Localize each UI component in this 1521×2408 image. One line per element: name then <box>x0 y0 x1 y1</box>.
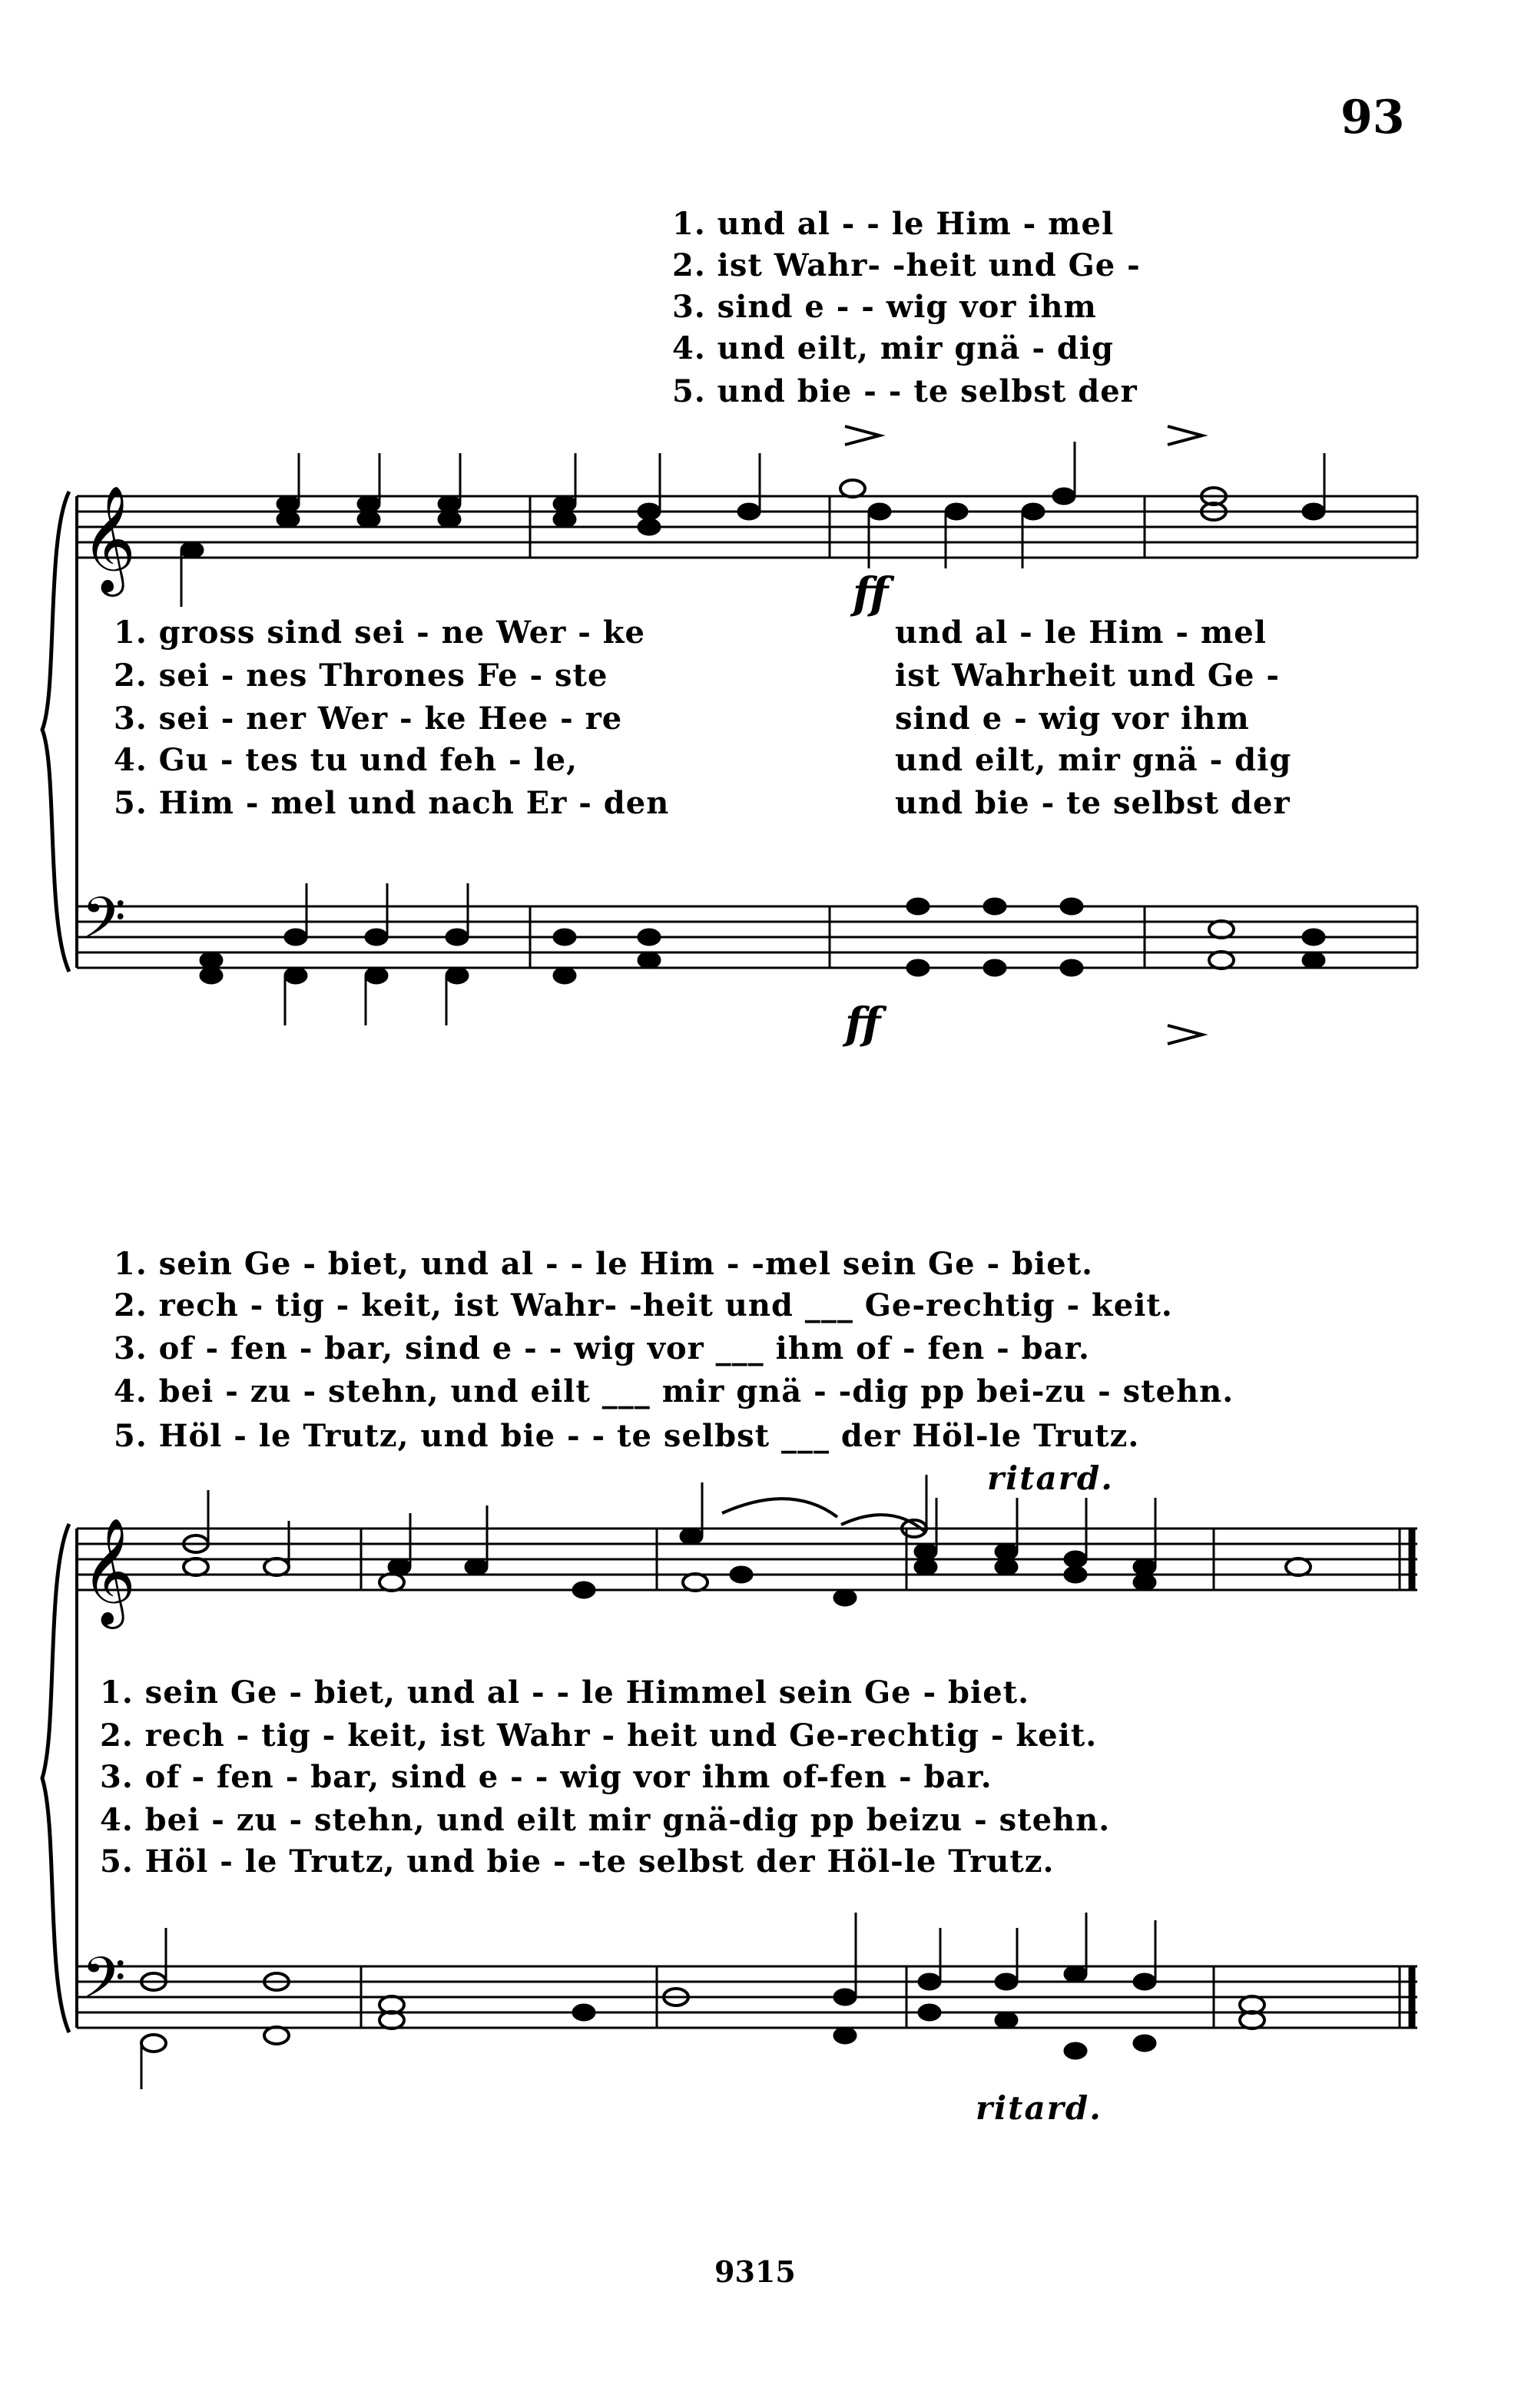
system2-middle-verse-1: 1. sein Ge - biet, und al - - le Himmel sein Ge - biet. <box>100 1674 1030 1711</box>
system1-top-verse-3: 3. sind e - - wig vor ihm <box>672 289 1097 325</box>
system1-top-verse-5: 5. und bie - - te selbst der <box>672 373 1138 409</box>
system1-middle-verse-4: 4. Gu - tes tu und feh - le, <box>114 742 578 778</box>
svg-text:𝄞: 𝄞 <box>81 485 136 592</box>
system1-middle-verse-5: 5. Him - mel und nach Er - den <box>114 785 670 821</box>
system1-middle-continued-3: sind e - wig vor ihm <box>895 701 1250 737</box>
system1-middle-continued-2: ist Wahrheit und Ge - <box>895 657 1280 694</box>
ritardando-bass: ritard. <box>976 2089 1102 2127</box>
system1-middle-continued-5: und bie - te selbst der <box>895 785 1291 821</box>
system2-top-verse-1: 1. sein Ge - biet, und al - - le Him - -mel sein Ge - biet. <box>114 1246 1094 1282</box>
dynamic-fortissimo-bass: ff <box>845 999 881 1049</box>
system1-middle-continued-1: und al - le Him - mel <box>895 614 1267 651</box>
system1-middle-continued-4: und eilt, mir gnä - dig <box>895 742 1292 778</box>
system2-middle-verse-5: 5. Höl - le Trutz, und bie - -te selbst der Höl-le Trutz. <box>100 1843 1055 1880</box>
system2-bass-staff <box>77 1966 1417 2028</box>
page-number: 93 <box>1340 91 1405 144</box>
system1-middle-verse-1: 1. gross sind sei - ne Wer - ke <box>114 614 645 651</box>
svg-text:𝄢: 𝄢 <box>81 885 126 966</box>
svg-text:𝄢: 𝄢 <box>81 1945 126 2025</box>
system2-top-verse-3: 3. of - fen - bar, sind e - - wig vor ___ ihm of - fen - bar. <box>114 1330 1090 1366</box>
system1-middle-verse-2: 2. sei - nes Thrones Fe - ste <box>114 657 608 694</box>
system1-middle-verse-3: 3. sei - ner Wer - ke Hee - re <box>114 701 623 737</box>
dynamic-fortissimo-treble: ff <box>853 568 889 619</box>
ritardando-treble: ritard. <box>987 1459 1114 1497</box>
system2-top-verse-2: 2. rech - tig - keit, ist Wahr- -heit und ___ Ge-rechtig - keit. <box>114 1287 1173 1323</box>
system1-top-verse-2: 2. ist Wahr- -heit und Ge - <box>672 247 1141 283</box>
system1-top-verse-1: 1. und al - - le Him - mel <box>672 206 1115 242</box>
system2-top-verse-5: 5. Höl - le Trutz, und bie - - te selbst ___ der Höl-le Trutz. <box>114 1418 1140 1454</box>
system2-middle-verse-4: 4. bei - zu - stehn, und eilt mir gnä-dig pp beizu - stehn. <box>100 1802 1111 1838</box>
system2-middle-verse-2: 2. rech - tig - keit, ist Wahr - heit und Ge-rechtig - keit. <box>100 1717 1098 1754</box>
system2-top-verse-4: 4. bei - zu - stehn, und eilt ___ mir gnä - -dig pp bei-zu - stehn. <box>114 1373 1234 1409</box>
svg-text:𝄞: 𝄞 <box>81 1518 136 1625</box>
plate-number: 9315 <box>714 2254 796 2289</box>
system1-top-verse-4: 4. und eilt, mir gnä - dig <box>672 330 1114 366</box>
system2-middle-verse-3: 3. of - fen - bar, sind e - - wig vor ihm of-fen - bar. <box>100 1759 992 1795</box>
